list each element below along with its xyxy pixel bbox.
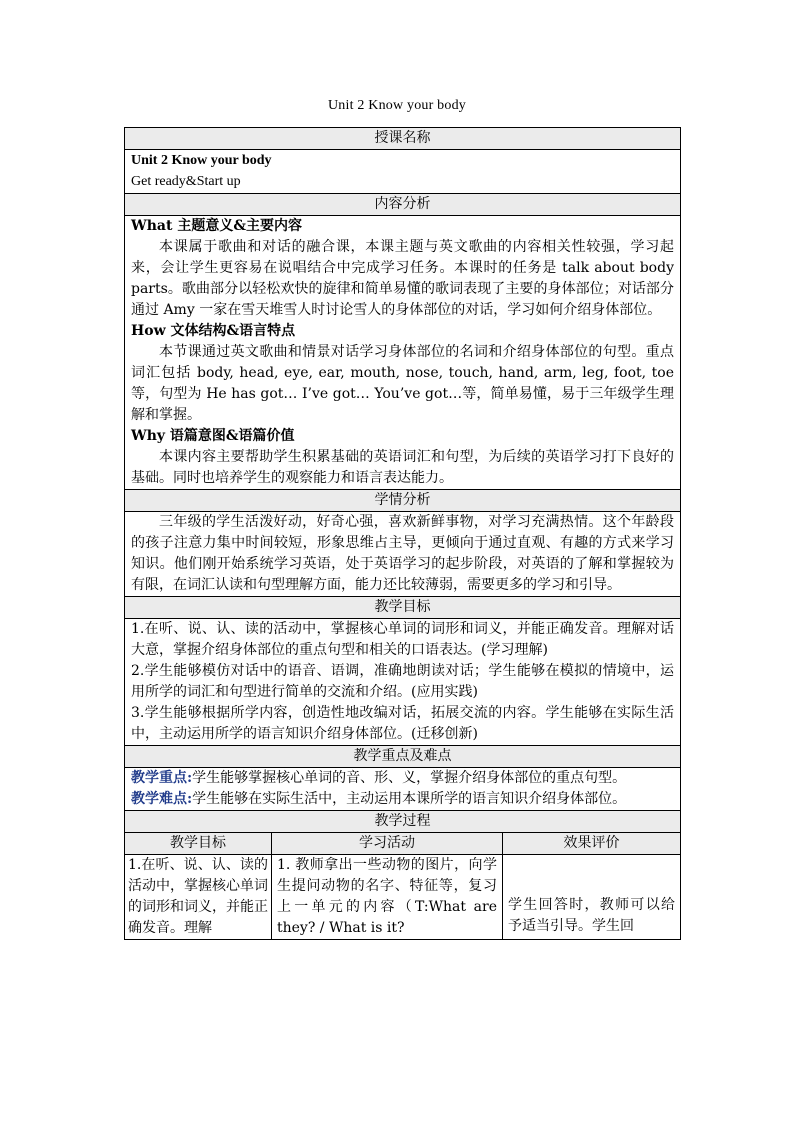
lesson-plan-table xyxy=(124,127,681,940)
how-title: How 文体结构&语言特点 xyxy=(131,323,296,339)
teaching-difficulty-label: 教学难点: xyxy=(131,791,193,807)
teaching-focus-text: 学生能够掌握核心单词的音、形、义，掌握介绍身体部位的重点句型。 xyxy=(192,770,627,786)
key-points-header-row xyxy=(125,746,681,768)
unit-title: Unit 2 Know your body xyxy=(131,153,272,168)
key-points-cell xyxy=(125,768,681,811)
objective-item: 2.学生能够模仿对话中的语音、语调，准确地朗读对话；学生能够在模拟的情境中，运用所学的词汇和句型进行简单的交流和介绍。(应用实践) xyxy=(131,663,674,700)
what-text: 本课属于歌曲和对话的融合课，本课主题与英文歌曲的内容相关性较强，学习起来，会让学生更容易在说唱结合中完成学习任务。本课时的任务是 talk about body parts。歌曲部分以轻松欢快的旋律和简单易懂的歌词表现了主要的身体部位；对话部分通过 Amy 一家在雪天堆雪人时讨论雪人的身体部位的对话，学习如何介绍身体部位。 xyxy=(131,239,674,318)
process-header-row xyxy=(125,811,681,833)
student-analysis-text: 三年级的学生活泼好动，好奇心强，喜欢新鲜事物，对学习充满热情。这个年龄段的孩子注意力集中时间较短，形象思维占主导，更倾向于通过直观、有趣的方式来学习知识。他们刚开始系统学习英语，处于英语学习的起步阶段，对英语的了解和掌握较为有限，在词汇认读和句型理解方面，能力还比较薄弱，需要更多的学习和引导。 xyxy=(131,514,674,593)
process-column-headers xyxy=(125,833,681,855)
process-row xyxy=(125,855,681,940)
objectives-row xyxy=(125,619,681,746)
teaching-difficulty xyxy=(131,789,674,810)
content-analysis-header-row xyxy=(125,194,681,216)
column-header-activity: 学习活动 xyxy=(272,833,503,855)
process-activity-cell xyxy=(272,855,503,940)
column-header-objective: 教学目标 xyxy=(125,833,272,855)
how-text: 本节课通过英文歌曲和情景对话学习身体部位的名词和介绍身体部位的句型。重点词汇包括 body, head, eye, ear, mouth, nose, touch, hand, arm, leg, foot, toe 等，句型为 He has got… I’ve got… You’ve got…等，简单易懂，易于三年级学生理解和掌握。 xyxy=(131,344,674,423)
process-header: 教学过程 xyxy=(125,811,681,833)
process-objective-text: 1.在听、说、认、读的活动中，掌握核心单词的词形和词义，并能正确发音。理解 xyxy=(128,857,268,936)
process-evaluation-text: 学生回答时，教师可以给予适当引导。学生回 xyxy=(508,897,675,934)
content-analysis-row xyxy=(125,216,681,490)
lesson-name-cell xyxy=(125,150,681,194)
objectives-header-row xyxy=(125,597,681,619)
document-title: Unit 2 Know your body xyxy=(328,98,466,113)
teaching-focus xyxy=(131,768,674,789)
key-points-header: 教学重点及难点 xyxy=(125,746,681,768)
lesson-name-header: 授课名称 xyxy=(125,128,681,150)
student-analysis-cell xyxy=(125,512,681,597)
content-analysis-cell xyxy=(125,216,681,490)
key-points-row xyxy=(125,768,681,811)
objectives-header: 教学目标 xyxy=(125,597,681,619)
student-analysis-row xyxy=(125,512,681,597)
why-text: 本课内容主要帮助学生积累基础的英语词汇和句型，为后续的英语学习打下良好的基础。同时也培养学生的观察能力和语言表达能力。 xyxy=(131,449,674,486)
content-analysis-header: 内容分析 xyxy=(125,194,681,216)
lesson-part: Get ready&Start up xyxy=(131,174,241,189)
objectives-cell xyxy=(125,619,681,746)
student-analysis-header: 学情分析 xyxy=(125,490,681,512)
what-title: What 主题意义&主要内容 xyxy=(131,218,302,234)
teaching-difficulty-text: 学生能够在实际生活中，主动运用本课所学的语言知识介绍身体部位。 xyxy=(192,791,627,807)
why-title: Why 语篇意图&语篇价值 xyxy=(131,428,295,444)
objective-item: 1.在听、说、认、读的活动中，掌握核心单词的词形和词义，并能正确发音。理解对话大意，掌握介绍身体部位的重点句型和相关的口语表达。(学习理解) xyxy=(131,621,674,658)
student-analysis-header-row xyxy=(125,490,681,512)
lesson-name-header-row xyxy=(125,128,681,150)
lesson-name-row xyxy=(125,150,681,194)
process-evaluation-cell xyxy=(503,855,681,940)
process-activity-text: 1. 教师拿出一些动物的图片，向学生提问动物的名字、特征等，复习上一单元的内容（T:What are they? / What is it? xyxy=(277,857,497,936)
objective-item: 3.学生能够根据所学内容，创造性地改编对话，拓展交流的内容。学生能够在实际生活中，主动运用所学的语言知识介绍身体部位。(迁移创新) xyxy=(131,705,674,742)
teaching-focus-label: 教学重点: xyxy=(131,770,193,786)
column-header-evaluation: 效果评价 xyxy=(503,833,681,855)
process-objective-cell xyxy=(125,855,272,940)
